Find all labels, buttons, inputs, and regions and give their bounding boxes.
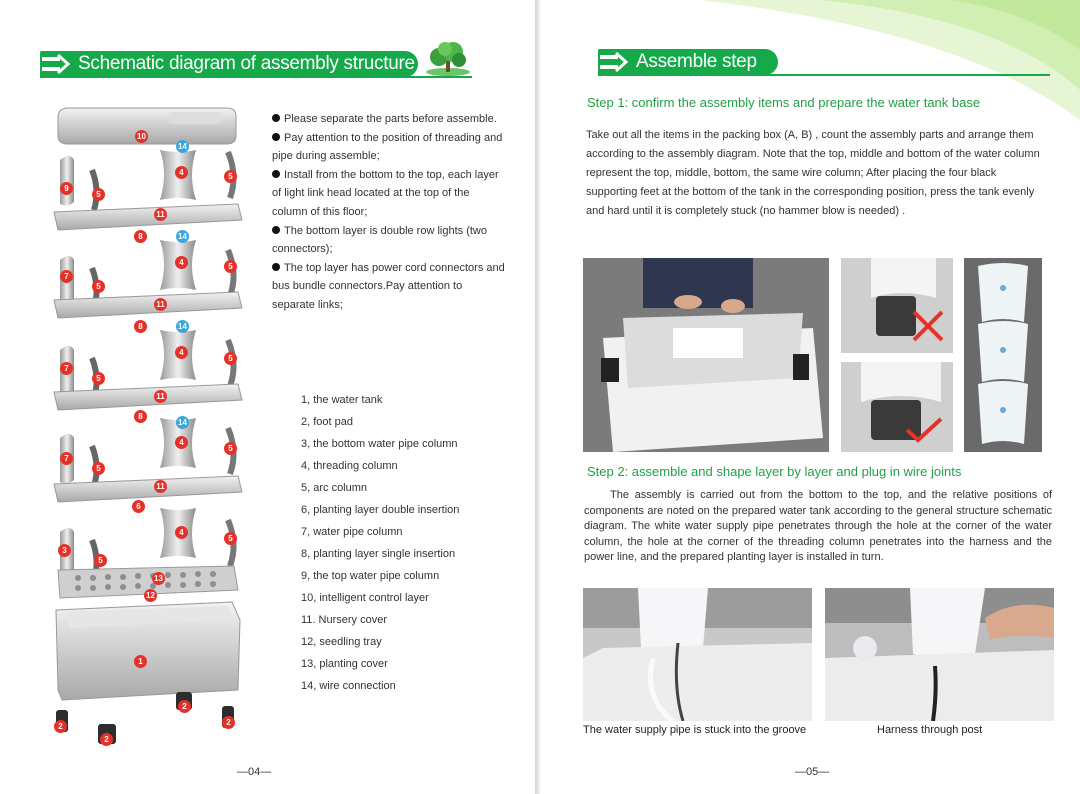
column-row: [60, 418, 234, 486]
list-item: 11. Nursery cover: [301, 614, 387, 626]
part-number-badge: 4: [175, 436, 188, 449]
note-item: The top layer has power cord connectors and bus bundle connectors.Pay attention to separate links;: [272, 261, 505, 311]
list-item: 6, planting layer double insertion: [301, 504, 460, 516]
photo-caption-left: The water supply pipe is stuck into the groove: [583, 724, 807, 736]
part-number-badge: 5: [224, 442, 237, 455]
part-number-badge: 8: [134, 230, 147, 243]
list-item: 8, planting layer single insertion: [301, 548, 456, 560]
part-number-badge: 2: [100, 733, 113, 746]
parts-list: [301, 392, 459, 700]
part-number-badge: 4: [175, 526, 188, 539]
part-number-badge: 7: [60, 270, 73, 283]
double-arrow-icon: [600, 51, 630, 73]
step2-text: The assembly is carried out from the bottom to the top, and the relative positions of components are noted on the prepared water tank according to the general structure schematic diagram. The white water supply pipe penetrates through the hole at the corner of the water column, the hole at the corner of the threading column penetrates into the harness and the power line, and the prepared planting layer is installed in turn.: [584, 489, 1052, 563]
part-number-badge: 4: [175, 256, 188, 269]
part-number-badge: 2: [178, 700, 191, 713]
part-number-badge: 3: [58, 544, 71, 557]
list-item: 7, water pipe column: [301, 526, 403, 538]
note-item: Please separate the parts before assemble.: [272, 110, 508, 129]
part-number-badge: 12: [144, 589, 157, 602]
step2-title: Step 2: assemble and shape layer by layer and plug in wire joints: [587, 464, 962, 479]
part-number-badge: 2: [54, 720, 67, 733]
list-item: 9, the top water pipe column: [301, 570, 440, 582]
right-page-title: Assemble step: [636, 51, 757, 72]
photo-water-pipe: [583, 588, 812, 721]
part-number-badge: 5: [92, 372, 105, 385]
note-item: The bottom layer is double row lights (two connectors);: [272, 224, 487, 256]
part-number-badge: 8: [134, 320, 147, 333]
photo-harness: [825, 588, 1054, 721]
bullet-icon: [272, 226, 280, 234]
bullet-icon: [272, 170, 280, 178]
column-row: [60, 150, 234, 210]
part-number-badge: 5: [94, 554, 107, 567]
part-number-badge: 10: [135, 130, 148, 143]
part-number-badge: 5: [92, 280, 105, 293]
part-number-badge: 8: [134, 410, 147, 423]
tree-icon: [423, 40, 473, 78]
part-number-badge: 7: [60, 362, 73, 375]
photo-caption-right: Harness through post: [877, 724, 983, 736]
list-item: 4, threading column: [301, 460, 398, 472]
part-number-badge: 2: [222, 716, 235, 729]
list-item: 5, arc column: [301, 482, 368, 494]
left-page-title: Schematic diagram of assembly structure: [78, 53, 415, 74]
part-number-badge: 1: [134, 655, 147, 668]
part-number-badge: 14: [176, 320, 189, 333]
part-number-badge: 7: [60, 452, 73, 465]
part-number-badge: 5: [92, 188, 105, 201]
part-number-badge: 5: [224, 532, 237, 545]
part-number-badge: 5: [224, 352, 237, 365]
left-header: [42, 51, 415, 77]
part-number-badge: 14: [176, 416, 189, 429]
list-item: 3, the bottom water pipe column: [301, 438, 458, 450]
assembly-diagram: [48, 100, 248, 760]
part-number-badge: 13: [152, 572, 165, 585]
step1-text: Take out all the items in the packing box (A, B) , count the assembly parts and arrange them according to the assembly diagram. Note that the top, middle and bottom of the water column represent the top, middle, bottom, the same wire column; After placing the four black supporting feet at the bottom of the tank in the corresponding position, press the tank evenly and hard until it is completely stuck (no hammer blow is needed) .: [586, 129, 1040, 217]
left-page: [0, 0, 538, 794]
photo-column-stack: [964, 258, 1042, 452]
part-number-badge: 11: [154, 208, 167, 221]
page-number: —04—: [237, 766, 272, 778]
list-item: 14, wire connection: [301, 680, 396, 692]
photo-tank-box: [583, 258, 829, 452]
part-number-badge: 6: [132, 500, 145, 513]
assembly-diagram-art: [48, 100, 248, 760]
note-item: Install from the bottom to the top, each layer of light link head located at the top of the column of this floor;: [272, 168, 499, 218]
part-number-badge: 11: [154, 298, 167, 311]
page-number: —05—: [795, 766, 830, 778]
bullet-icon: [272, 263, 280, 271]
part-number-badge: 4: [175, 346, 188, 359]
step1-title: Step 1: confirm the assembly items and prepare the water tank base: [587, 95, 981, 110]
part-number-badge: 5: [92, 462, 105, 475]
check-mark-icon: [904, 416, 944, 444]
double-arrow-icon: [42, 53, 72, 75]
list-item: 1, the water tank: [301, 394, 383, 406]
part-number-badge: 14: [176, 230, 189, 243]
part-number-badge: 9: [60, 182, 73, 195]
cross-mark-icon: [910, 308, 946, 344]
list-item: 13, planting cover: [301, 658, 388, 670]
part-number-badge: 11: [154, 390, 167, 403]
assembly-notes: [272, 110, 508, 315]
bullet-icon: [272, 133, 280, 141]
list-item: 2, foot pad: [301, 416, 353, 428]
right-header: [600, 49, 757, 75]
bullet-icon: [272, 114, 280, 122]
part-number-badge: 14: [176, 140, 189, 153]
part-number-badge: 5: [224, 170, 237, 183]
part-number-badge: 5: [224, 260, 237, 273]
list-item: 10, intelligent control layer: [301, 592, 429, 604]
list-item: 12, seedling tray: [301, 636, 382, 648]
part-number-badge: 4: [175, 166, 188, 179]
note-item: Pay attention to the position of threading and pipe during assemble;: [272, 131, 503, 163]
part-number-badge: 11: [154, 480, 167, 493]
